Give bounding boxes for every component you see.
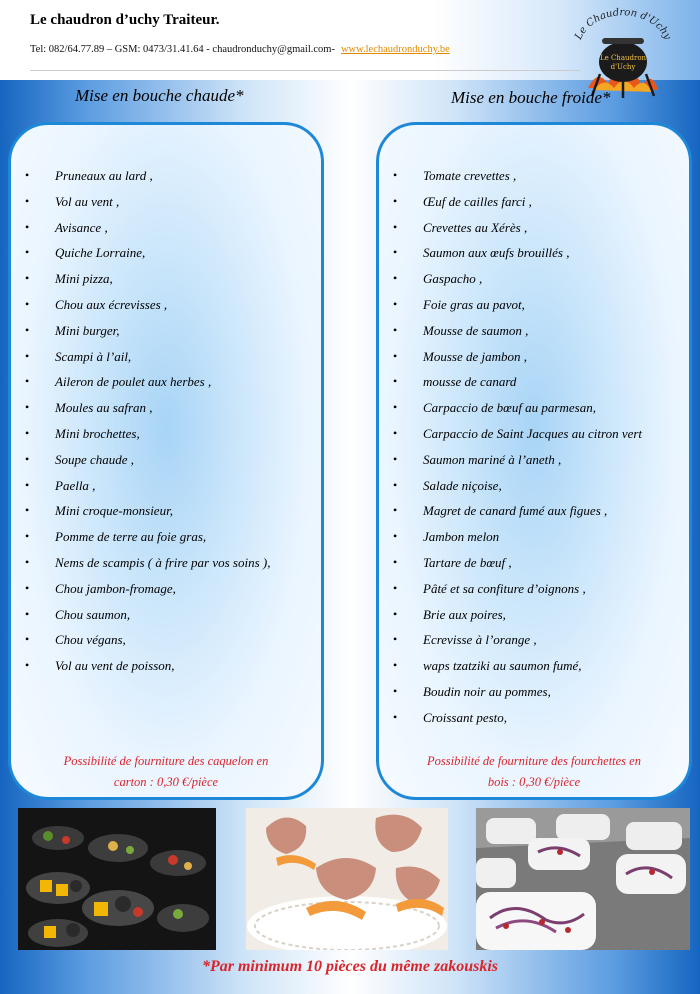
contact-info: Tel: 082/64.77.89 – GSM: 0473/31.41.64 - chaudronduchy@gmail.com-	[30, 44, 335, 55]
photo-carpaccio-dishes	[476, 808, 690, 950]
hot-menu-item: • Mini brochettes,	[11, 421, 321, 447]
hot-menu-item: • Paella ,	[11, 473, 321, 499]
cold-section-title: Mise en bouche froide*	[451, 88, 611, 107]
cold-menu-item: • Mousse de jambon ,	[379, 344, 689, 370]
hot-menu-item: • Mini burger,	[11, 318, 321, 344]
cold-menu-item: • Ecrevisse à l’orange ,	[379, 627, 689, 653]
minimum-order-note: *Par minimum 10 pièces du même zakouskis	[201, 958, 498, 975]
hot-menu-item: • Chou aux écrevisses ,	[11, 292, 321, 318]
hot-menu-item: • Chou jambon-fromage,	[11, 576, 321, 602]
hot-menu-item: • Pruneaux au lard ,	[11, 163, 321, 189]
hot-list	[11, 163, 321, 679]
cold-menu-item: • Foie gras au pavot,	[379, 292, 689, 318]
hot-menu-item: • Scampi à l’ail,	[11, 344, 321, 370]
cold-menu-item: • Saumon mariné à l’aneth ,	[379, 447, 689, 473]
hot-menu-item: • Mini croque-monsieur,	[11, 498, 321, 524]
hot-note-line-1: Possibilité de fourniture des caquelon en	[63, 754, 269, 768]
cold-menu-item: • Salade niçoise,	[379, 473, 689, 499]
cold-menu-item: • Pâté et sa confiture d’oignons ,	[379, 576, 689, 602]
hot-menu-item: • Moules au safran ,	[11, 395, 321, 421]
hot-menu-item: • Aileron de poulet aux herbes ,	[11, 369, 321, 395]
cold-menu-item: • Crevettes au Xérès ,	[379, 215, 689, 241]
cold-note-line-2: bois : 0,30 €/pièce	[487, 775, 581, 789]
hot-menu-item: • Vol au vent de poisson,	[11, 653, 321, 679]
cold-menu-item: • Boudin noir au pommes,	[379, 679, 689, 705]
hot-menu-item: • Vol au vent ,	[11, 189, 321, 215]
hot-menu-item: • Avisance ,	[11, 215, 321, 241]
hot-menu-item: • Nems de scampis ( à frire par vos soins ),	[11, 550, 321, 576]
hot-menu-item: • Mini pizza,	[11, 266, 321, 292]
svg-text:Le Chaudron d'Uchy	[573, 7, 673, 42]
cold-menu-item: • Croissant pesto,	[379, 705, 689, 731]
hot-note	[11, 751, 321, 793]
cold-note-line-1: Possibilité de fourniture des fourchettes en	[427, 754, 641, 768]
hot-menu-item: • Chou végans,	[11, 627, 321, 653]
cold-menu-item: • Carpaccio de bœuf au parmesan,	[379, 395, 689, 421]
cold-note	[379, 751, 689, 793]
cold-menu-item: • Tomate crevettes ,	[379, 163, 689, 189]
logo-pot-text-1: Le Chaudron	[599, 54, 647, 62]
cold-menu-item: • Jambon melon	[379, 524, 689, 550]
hot-note-line-2: carton : 0,30 €/pièce	[113, 775, 219, 789]
cold-menu-item: • Magret de canard fumé aux figues ,	[379, 498, 689, 524]
contact-line	[30, 44, 450, 55]
cold-menu-item: • Tartare de bœuf ,	[379, 550, 689, 576]
website-link[interactable]: www.lechaudronduchy.be	[340, 44, 450, 55]
cold-menu-item: • Brie aux poires,	[379, 602, 689, 628]
cold-menu-item: • Carpaccio de Saint Jacques au citron vert	[379, 421, 689, 447]
cold-menu-item: • waps tzatziki au saumon fumé,	[379, 653, 689, 679]
cold-menu-item: • Saumon aux œufs brouillés ,	[379, 240, 689, 266]
photo-appetizer-glasses	[18, 808, 216, 950]
cold-menu-item: • Œuf de cailles farci ,	[379, 189, 689, 215]
cold-menu-item: • Mousse de saumon ,	[379, 318, 689, 344]
hot-menu-item: • Chou saumon,	[11, 602, 321, 628]
photo-melon-ham	[246, 808, 448, 950]
hot-menu-item: • Quiche Lorraine,	[11, 240, 321, 266]
hot-menu-item: • Pomme de terre au foie gras,	[11, 524, 321, 550]
cold-menu-item: • mousse de canard	[379, 369, 689, 395]
logo-arc-text: Le Chaudron d'Uchy	[573, 7, 673, 42]
cold-list	[379, 163, 689, 731]
company-name: Le chaudron d’uchy Traiteur.	[30, 12, 220, 28]
cold-menu-item: • Gaspacho ,	[379, 266, 689, 292]
hot-section-title: Mise en bouche chaude*	[75, 86, 244, 105]
hot-menu-item: • Soupe chaude ,	[11, 447, 321, 473]
hot-panel	[8, 122, 324, 800]
logo-pot-text-2: d'Uchy	[610, 63, 636, 71]
cold-panel	[376, 122, 692, 800]
header-divider	[30, 70, 580, 71]
chaudron-logo	[568, 6, 676, 100]
